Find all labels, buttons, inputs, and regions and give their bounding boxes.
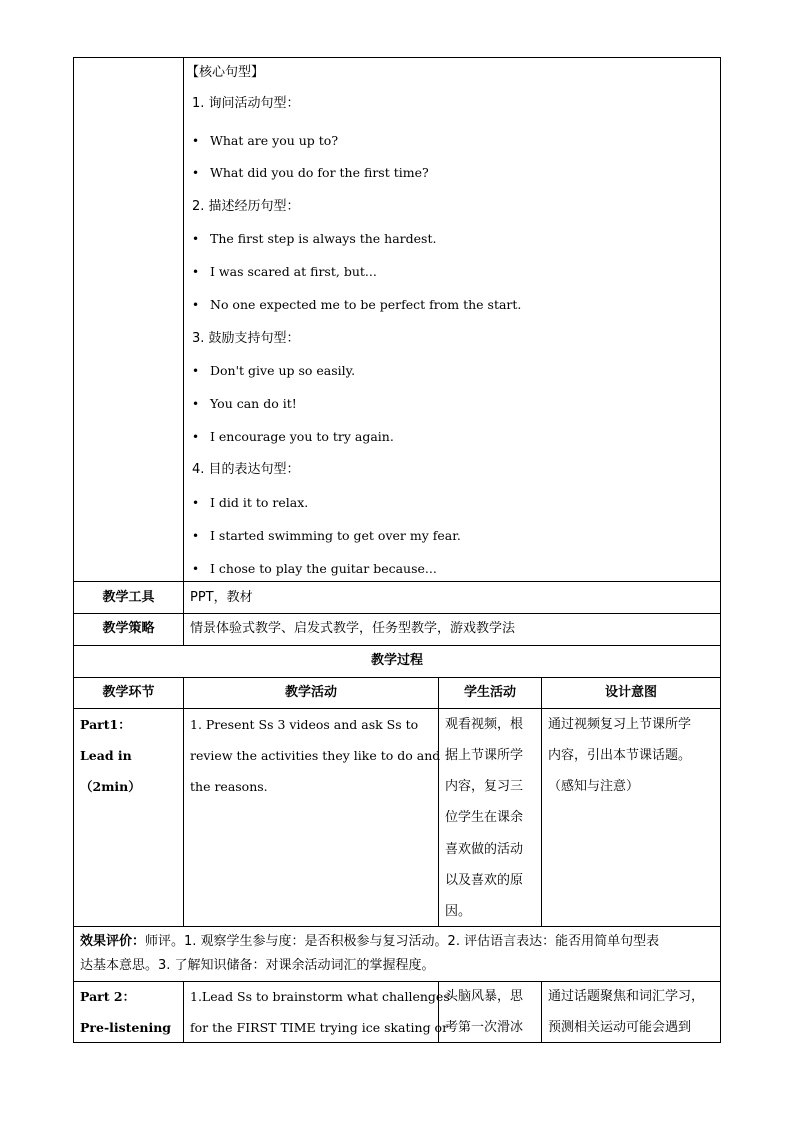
bullet-icon: • bbox=[192, 298, 200, 312]
bullet-icon: • bbox=[192, 134, 200, 148]
column-divider bbox=[541, 677, 542, 926]
part1-activity-line: 1. Present Ss 3 videos and ask Ss to bbox=[190, 717, 419, 732]
list-item: The first step is always the hardest. bbox=[210, 231, 437, 246]
part1-student-line: 喜欢做的活动 bbox=[445, 842, 524, 857]
list-item: I was scared at first, but... bbox=[210, 264, 377, 279]
bullet-icon: • bbox=[192, 430, 200, 444]
column-divider bbox=[183, 677, 184, 926]
list-item: No one expected me to be perfect from the start. bbox=[210, 297, 522, 312]
part1-activity-line: review the activities they like to do and bbox=[190, 748, 441, 763]
tools-value: PPT，教材 bbox=[190, 590, 253, 605]
part1-student-line: 位学生在课余 bbox=[445, 810, 524, 825]
table-row-divider bbox=[73, 926, 721, 927]
part1-student-line: 据上节课所学 bbox=[445, 748, 524, 763]
bullet-icon: • bbox=[192, 364, 200, 378]
table-row-divider bbox=[73, 645, 721, 646]
part2-title: Part 2： bbox=[80, 989, 136, 1004]
part2-intent-line: 预测相关运动可能会遇到 bbox=[548, 1020, 692, 1035]
bullet-icon: • bbox=[192, 265, 200, 279]
part1-time: （2min） bbox=[80, 779, 141, 794]
bullet-icon: • bbox=[192, 496, 200, 510]
part1-student-line: 内容，复习三 bbox=[445, 779, 524, 794]
part1-title: Part1： bbox=[80, 717, 131, 732]
list-item: I started swimming to get over my fear. bbox=[210, 528, 461, 543]
column-divider bbox=[541, 981, 542, 1043]
part2-student-line: 考第一次滑冰 bbox=[445, 1020, 524, 1035]
process-title: 教学过程 bbox=[370, 653, 423, 668]
part1-subtitle: Lead in bbox=[80, 748, 132, 763]
list-item: I did it to relax. bbox=[210, 495, 309, 510]
evaluation-text bbox=[80, 934, 659, 950]
list-item: I encourage you to try again. bbox=[210, 429, 394, 444]
table-row-divider bbox=[73, 613, 721, 614]
bullet-icon: • bbox=[192, 232, 200, 246]
strategy-label: 教学策略 bbox=[102, 621, 155, 636]
table-row-divider bbox=[73, 708, 721, 709]
part2-subtitle: Pre-listening bbox=[80, 1020, 172, 1035]
section-title: 4. 目的表达句型： bbox=[192, 462, 300, 477]
bullet-icon: • bbox=[192, 397, 200, 411]
part2-student-line: 头脑风暴，思 bbox=[445, 989, 524, 1004]
section-title: 3. 鼓励支持句型： bbox=[192, 331, 300, 346]
table-row-divider bbox=[73, 677, 721, 678]
column-divider bbox=[183, 57, 184, 645]
table-row-divider bbox=[73, 981, 721, 982]
part2-activity-line: for the FIRST TIME trying ice skating or bbox=[190, 1020, 449, 1035]
part2-activity-line: 1.Lead Ss to brainstorm what challenges bbox=[190, 989, 450, 1004]
bullet-icon: • bbox=[192, 529, 200, 543]
header-student: 学生活动 bbox=[463, 685, 516, 700]
table-border-bottom bbox=[73, 1042, 721, 1043]
column-divider bbox=[438, 677, 439, 926]
bullet-icon: • bbox=[192, 562, 200, 576]
list-item: Don't give up so easily. bbox=[210, 363, 356, 378]
strategy-value: 情景体验式教学、启发式教学，任务型教学，游戏教学法 bbox=[190, 621, 516, 636]
table-border-left bbox=[73, 57, 74, 1043]
part2-intent-line: 通过话题聚焦和词汇学习， bbox=[548, 989, 705, 1004]
header-activity: 教学活动 bbox=[284, 685, 337, 700]
table-border-right bbox=[720, 57, 721, 1043]
part1-activity-line: the reasons. bbox=[190, 779, 268, 794]
list-item: You can do it! bbox=[210, 396, 297, 411]
header-intent: 设计意图 bbox=[604, 685, 657, 700]
header-stage: 教学环节 bbox=[102, 685, 155, 700]
tools-label: 教学工具 bbox=[102, 590, 155, 605]
list-item: What did you do for the first time? bbox=[210, 165, 429, 180]
evaluation-line2: 达基本意思。3. 了解知识储备：对课余活动词汇的掌握程度。 bbox=[80, 958, 435, 973]
part1-intent-line: 内容，引出本节课话题。 bbox=[548, 748, 692, 763]
column-divider bbox=[183, 981, 184, 1043]
section-title: 1. 询问活动句型： bbox=[192, 96, 300, 111]
part1-intent-line: 通过视频复习上节课所学 bbox=[548, 717, 692, 732]
table-row-divider bbox=[73, 581, 721, 582]
list-item: What are you up to? bbox=[210, 133, 339, 148]
part1-student-line: 观看视频，根 bbox=[445, 717, 524, 732]
part1-intent-line: （感知与注意） bbox=[548, 779, 640, 794]
core-heading: 【核心句型】 bbox=[186, 65, 265, 80]
part1-student-line: 以及喜欢的原 bbox=[445, 873, 524, 888]
evaluation-line1: 师评。1. 观察学生参与度：是否积极参与复习活动。2. 评估语言表达：能否用简单句型表 bbox=[145, 934, 660, 949]
evaluation-label: 效果评价： bbox=[80, 934, 146, 949]
bullet-icon: • bbox=[192, 166, 200, 180]
section-title: 2. 描述经历句型： bbox=[192, 199, 300, 214]
list-item: I chose to play the guitar because... bbox=[210, 561, 437, 576]
part1-student-line: 因。 bbox=[445, 904, 472, 919]
table-border-top bbox=[73, 57, 721, 58]
